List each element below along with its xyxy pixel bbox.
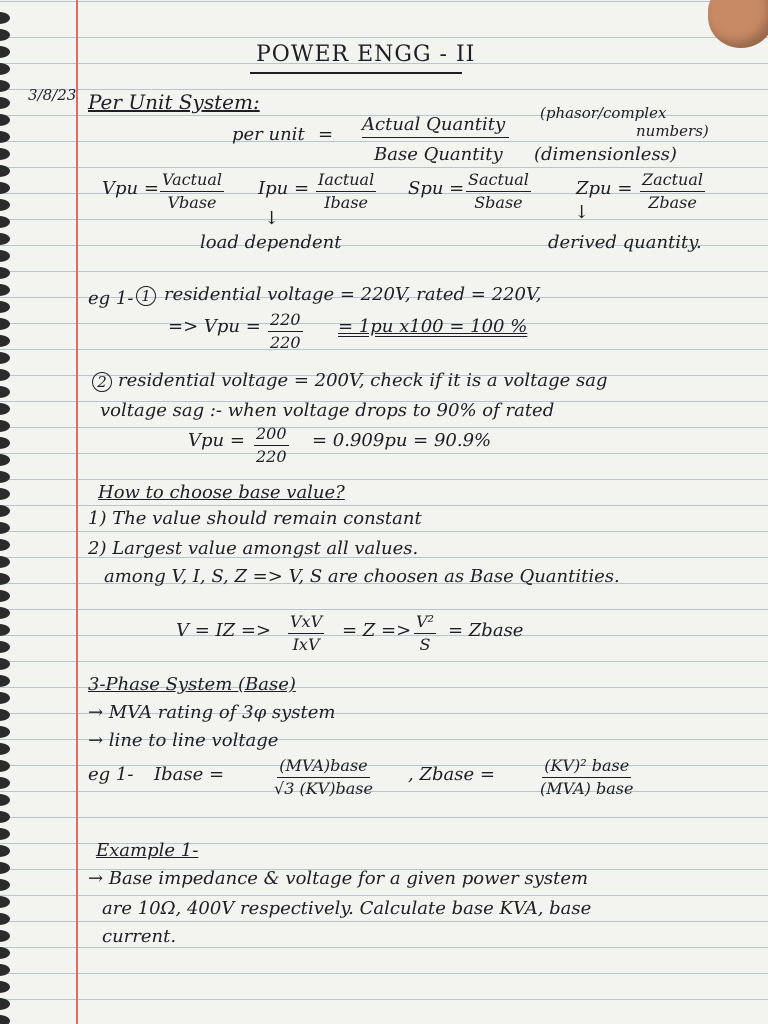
- binding-hole: [0, 573, 10, 585]
- def-note-3: (dimensionless): [534, 144, 677, 165]
- binding-hole: [0, 505, 10, 517]
- base-heading: How to choose base value?: [98, 482, 345, 503]
- binding-hole: [0, 692, 10, 704]
- binding-hole: [0, 114, 10, 126]
- binding-hole: [0, 420, 10, 432]
- def-eq: =: [318, 124, 334, 145]
- binding-hole: [0, 267, 10, 279]
- ipu-numerator: Iactual: [316, 172, 376, 192]
- binding-hole: [0, 709, 10, 721]
- def-note-2: numbers): [636, 122, 709, 140]
- vpu-lhs: Vpu =: [102, 178, 159, 199]
- zbase-lhs: , Zbase =: [408, 764, 495, 785]
- zbase-denominator: (MVA) base: [540, 779, 634, 798]
- binding-hole: [0, 964, 10, 976]
- binding-hole: [0, 930, 10, 942]
- example-line-2: are 10Ω, 400V respectively. Calculate base KVA, base: [102, 898, 592, 919]
- binding-hole: [0, 250, 10, 262]
- eg1-number: 1: [136, 286, 156, 306]
- spu-numerator: Sactual: [466, 172, 531, 192]
- binding-hole: [0, 794, 10, 806]
- binding-hole: [0, 743, 10, 755]
- three-phase-item-1: → MVA rating of 3φ system: [88, 702, 336, 723]
- base-fraction-1-den: IxV: [292, 635, 320, 654]
- binding-hole: [0, 777, 10, 789]
- spu-denominator: Sbase: [474, 193, 523, 212]
- down-arrow-icon: ↓: [574, 202, 590, 223]
- binding-hole: [0, 454, 10, 466]
- base-item-2: 2) Largest value amongst all values.: [88, 538, 419, 559]
- binding-hole: [0, 811, 10, 823]
- zbase-numerator: (KV)² base: [542, 758, 631, 778]
- binding-hole: [0, 522, 10, 534]
- binding-hole: [0, 165, 10, 177]
- base-formula-mid: = Z =>: [342, 620, 412, 641]
- binding-hole: [0, 12, 10, 24]
- binding-hole: [0, 403, 10, 415]
- vpu-denominator: Vbase: [167, 193, 217, 212]
- binding-hole: [0, 658, 10, 670]
- date: 3/8/23: [28, 86, 77, 104]
- binding-hole: [0, 539, 10, 551]
- ipu-fraction: [316, 172, 376, 211]
- example-line-3: current.: [102, 926, 177, 947]
- binding-hole: [0, 1015, 10, 1024]
- eg2-numerator: 200: [254, 426, 289, 446]
- eg1-line1: residential voltage = 220V, rated = 220V,: [164, 284, 542, 305]
- binding-hole: [0, 301, 10, 313]
- eg1-arrow: => Vpu =: [168, 316, 261, 337]
- zbase-fraction: [540, 758, 633, 797]
- binding-hole: [0, 131, 10, 143]
- finger-photo-artifact: [708, 0, 768, 48]
- binding-hole: [0, 352, 10, 364]
- spu-lhs: Spu =: [408, 178, 465, 199]
- base-item-1: 1) The value should remain constant: [88, 508, 422, 529]
- binding-hole: [0, 335, 10, 347]
- derived-quantity-note: derived quantity.: [548, 232, 702, 253]
- zpu-numerator: Zactual: [640, 172, 705, 192]
- binding-hole: [0, 199, 10, 211]
- base-fraction-2-den: S: [419, 635, 431, 654]
- eg2-lhs: Vpu =: [188, 430, 245, 451]
- binding-hole: [0, 828, 10, 840]
- eg1-label: eg 1-: [88, 288, 134, 309]
- section-heading: Per Unit System:: [88, 90, 260, 114]
- page-title: POWER ENGG - II: [256, 42, 476, 67]
- vpu-numerator: Vactual: [160, 172, 224, 192]
- base-fraction-1: [288, 614, 324, 653]
- margin-line: [76, 0, 78, 1024]
- zpu-lhs: Zpu =: [576, 178, 633, 199]
- binding-hole: [0, 675, 10, 687]
- def-note-1: (phasor/complex: [540, 104, 667, 122]
- binding-hole: [0, 879, 10, 891]
- binding-hole: [0, 607, 10, 619]
- spu-fraction: [466, 172, 531, 211]
- binding-hole: [0, 760, 10, 772]
- binding-hole: [0, 148, 10, 160]
- base-formula-rhs: = Zbase: [448, 620, 524, 641]
- ibase-denominator: √3 (KV)base: [274, 779, 373, 798]
- binding-hole: [0, 913, 10, 925]
- binding-hole: [0, 862, 10, 874]
- eg1-numerator: 220: [268, 312, 303, 332]
- def-denominator: Base Quantity: [374, 144, 503, 165]
- ibase-numerator: (MVA)base: [277, 758, 369, 778]
- binding-hole: [0, 29, 10, 41]
- binding-hole: [0, 63, 10, 75]
- eg1-result: = 1pu x100 = 100 %: [338, 316, 528, 337]
- binding-hole: [0, 80, 10, 92]
- down-arrow-icon: ↓: [264, 208, 280, 229]
- def-numerator: Actual Quantity: [362, 116, 509, 138]
- binding-hole: [0, 981, 10, 993]
- eg1-denominator: 220: [270, 333, 301, 352]
- example-heading: Example 1-: [96, 840, 199, 861]
- base-fraction-2: [414, 614, 436, 653]
- binding-hole: [0, 46, 10, 58]
- binding-hole: [0, 998, 10, 1010]
- base-item-3: among V, I, S, Z => V, S are choosen as Base Quantities.: [104, 566, 620, 587]
- eg2-number: 2: [92, 372, 112, 392]
- binding-hole: [0, 624, 10, 636]
- binding-hole: [0, 97, 10, 109]
- binding-hole: [0, 896, 10, 908]
- zpu-denominator: Zbase: [648, 193, 697, 212]
- eg2-result: = 0.909pu = 90.9%: [312, 430, 492, 451]
- base-fraction-1-num: VxV: [288, 614, 324, 634]
- eg2-denominator: 220: [256, 447, 287, 466]
- eg1-fraction: [268, 312, 303, 351]
- binding-hole: [0, 369, 10, 381]
- binding-hole: [0, 182, 10, 194]
- example-line-1: → Base impedance & voltage for a given power system: [88, 868, 589, 889]
- binding-hole: [0, 845, 10, 857]
- load-dependent-note: load dependent: [200, 232, 342, 253]
- eg2-line2: voltage sag :- when voltage drops to 90% of rated: [100, 400, 555, 421]
- three-phase-eg: eg 1-: [88, 764, 134, 785]
- binding-hole: [0, 386, 10, 398]
- ipu-denominator: Ibase: [324, 193, 368, 212]
- base-formula-lhs: V = IZ =>: [176, 620, 272, 641]
- binding-hole: [0, 947, 10, 959]
- binding-hole: [0, 471, 10, 483]
- zpu-fraction: [640, 172, 705, 211]
- title-underline: [250, 72, 462, 74]
- ibase-lhs: Ibase =: [154, 764, 225, 785]
- binding-hole: [0, 488, 10, 500]
- vpu-fraction: [160, 172, 224, 211]
- binding-hole: [0, 726, 10, 738]
- three-phase-item-2: → line to line voltage: [88, 730, 279, 751]
- binding-hole: [0, 216, 10, 228]
- eg2-line1: residential voltage = 200V, check if it is a voltage sag: [118, 370, 608, 391]
- binding-hole: [0, 641, 10, 653]
- binding-hole: [0, 437, 10, 449]
- binding-hole: [0, 233, 10, 245]
- ibase-fraction: [274, 758, 373, 797]
- binding-hole: [0, 590, 10, 602]
- ipu-lhs: Ipu =: [258, 178, 310, 199]
- binding-hole: [0, 318, 10, 330]
- def-label: per unit: [232, 124, 305, 145]
- eg2-fraction: [254, 426, 289, 465]
- three-phase-heading: 3-Phase System (Base): [88, 674, 296, 695]
- base-fraction-2-num: V²: [414, 614, 436, 634]
- binding-hole: [0, 284, 10, 296]
- binding-hole: [0, 556, 10, 568]
